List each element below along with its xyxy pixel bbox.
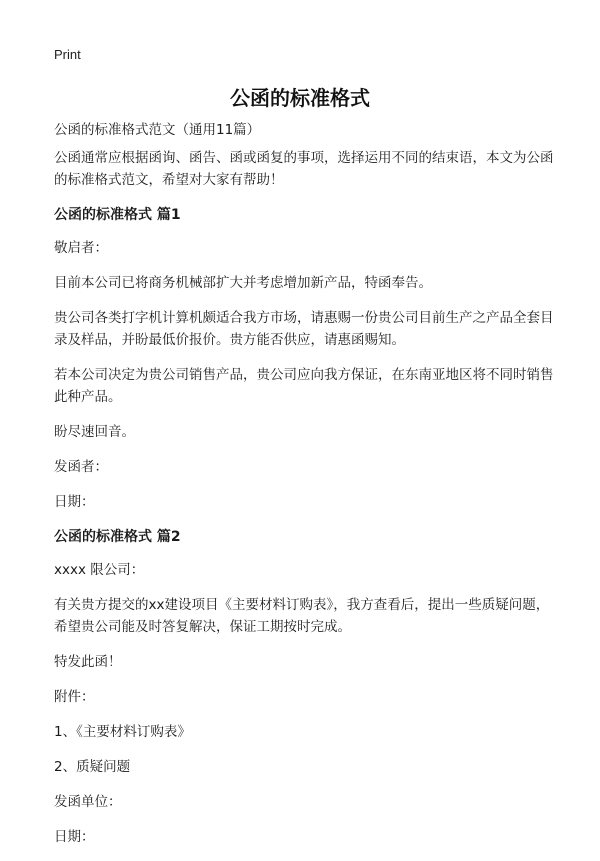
print-link[interactable]: Print bbox=[54, 47, 81, 62]
section-heading-2: 公函的标准格式 篇2 bbox=[54, 529, 181, 545]
paragraph: 若本公司决定为贵公司销售产品，贵公司应向我方保证，在东南亚地区将不同时销售此种产品。 bbox=[54, 367, 554, 405]
paragraph: 特发此函！ bbox=[54, 654, 122, 670]
paragraph: 贵公司各类打字机计算机颇适合我方市场，请惠赐一份贵公司目前生产之产品全套目录及样品，并盼最低价报价。贵方能否供应，请惠函赐知。 bbox=[54, 310, 554, 348]
document-body bbox=[54, 119, 554, 861]
attachment-item: 1、《主要材料订购表》 bbox=[54, 724, 191, 740]
paragraph: 目前本公司已将商务机械部扩大并考虑增加新产品，特函奉告。 bbox=[54, 275, 432, 291]
intro-paragraph: 公函通常应根据函询、函告、函或函复的事项，选择运用不同的结束语，本文为公函的标准格式范文，希望对大家有帮助！ bbox=[54, 150, 554, 188]
section-heading-1: 公函的标准格式 篇1 bbox=[54, 207, 181, 223]
date-line: 日期： bbox=[54, 494, 95, 510]
paragraph: 盼尽速回音。 bbox=[54, 424, 135, 440]
greeting: 敬启者： bbox=[54, 240, 108, 256]
attachment-item: 2、质疑问题 bbox=[54, 759, 131, 775]
attachment-label: 附件： bbox=[54, 689, 95, 705]
sender-unit-line: 发函单位： bbox=[54, 794, 122, 810]
page-title: 公函的标准格式 bbox=[230, 86, 370, 110]
sender-line: 发函者： bbox=[54, 459, 108, 475]
recipient-line: xxxx 限公司： bbox=[54, 562, 145, 578]
subtitle: 公函的标准格式范文（通用11篇） bbox=[54, 122, 261, 138]
paragraph: 有关贵方提交的xx建设项目《主要材料订购表》，我方查看后，提出一些质疑问题，希望贵公司能及时答复解决，保证工期按时完成。 bbox=[54, 597, 550, 635]
date-line: 日期： bbox=[54, 829, 95, 845]
